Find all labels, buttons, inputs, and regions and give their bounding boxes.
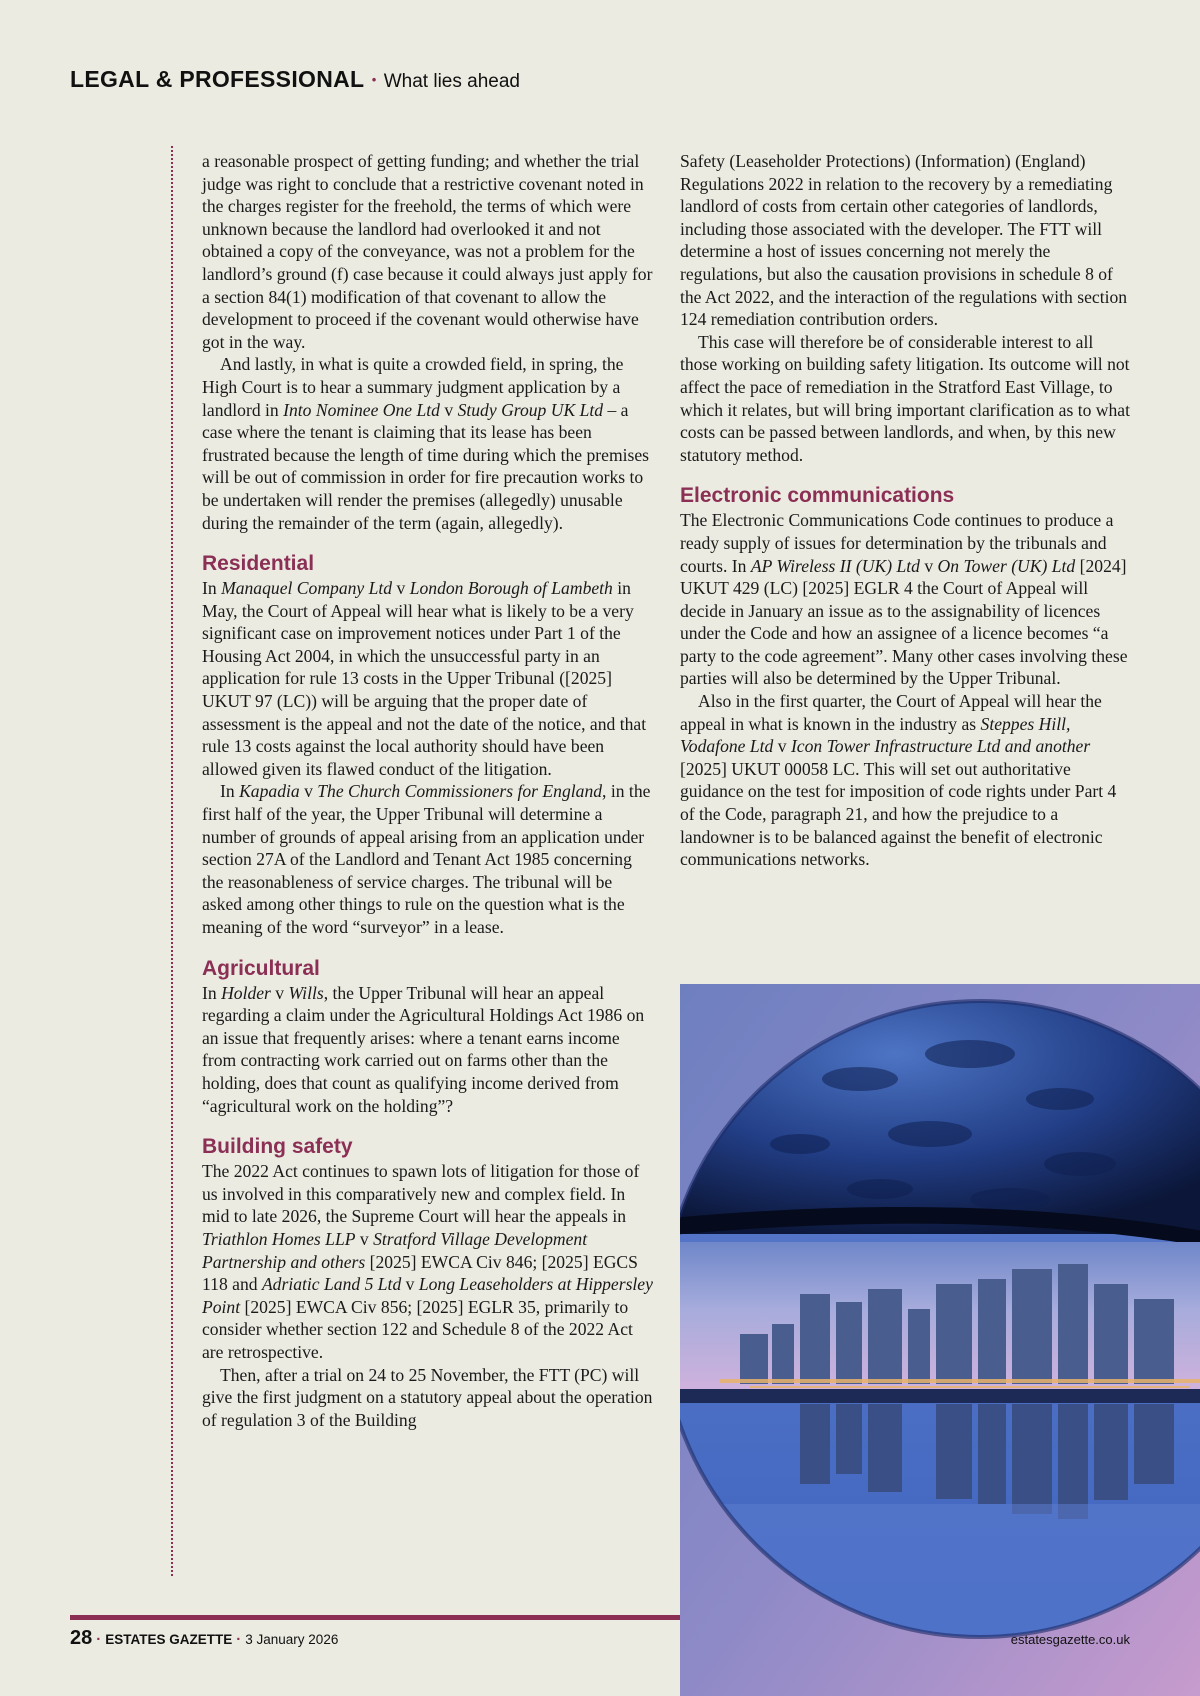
subheading-building-safety: Building safety [202,1135,353,1159]
case-name: Triathlon Homes LLP [202,1228,356,1249]
case-name: Kapadia [239,781,300,802]
article-column-left [202,150,654,1431]
article-column-right [680,150,1132,871]
case-name: Study Group UK Ltd [457,399,604,420]
case-name: Adriatic Land 5 Ltd [261,1274,402,1295]
page-number: 28 [70,1627,93,1649]
paragraph: Then, after a trial on 24 to 25 November, the FTT (PC) will give the first judgment on a statutory appeal about the operation of regulation 3 of the Building [202,1364,653,1430]
case-name: On Tower (UK) Ltd [937,555,1076,576]
case-name: AP Wireless II (UK) Ltd [750,555,920,576]
paragraph: This case will therefore be of considerable interest to all those working on building safety litigation. Its outcome will not affect the pace of remediation in the Stratford East Village, to which it relates, but will bring important clarification as to what costs can be passed between landlords, and when, by this new statutory method. [680,331,1130,465]
issue-date: 3 January 2026 [245,1632,339,1647]
paragraph: In Holder v Wills, the Upper Tribunal will hear an appeal regarding a claim under the Agricultural Holdings Act 1986 on an issue that frequently arises: where a tenant earns income from contracting work carried out on farms other than the holding, does that count as qualifying income derived from “agricultural work on the holding”? [202,982,645,1116]
footer-separator: · [236,1631,242,1648]
subheading-electronic-communications: Electronic communications [680,484,955,508]
publication-name: ESTATES GAZETTE [105,1632,233,1647]
section-subtitle: What lies ahead [383,71,520,92]
case-name: Stratford Village Development Partnership and others [202,1228,588,1272]
case-name: Icon Tower Infrastructure Ltd and another [790,736,1091,757]
subheading-agricultural: Agricultural [202,956,320,980]
footer-separator: · [96,1631,102,1648]
footer-left [70,1627,338,1650]
paragraph: Safety (Leaseholder Protections) (Information) (England) Regulations 2022 in relation to the recovery by a remediating landlord of costs from certain other categories of landlords, including those associated with the developer. The FTT will determine a host of issues concerning not merely the regulations, but also the causation provisions in schedule 8 of the Act 2022, and the interaction of the regulations with section 124 remediation contribution orders. [680,151,1128,330]
website-url: estatesgazette.co.uk [1010,1632,1130,1647]
case-name: Into Nominee One Ltd [283,399,440,420]
case-name: Manaquel Company Ltd [221,578,393,599]
page-header [70,66,520,93]
subheading-residential: Residential [202,552,315,576]
paragraph: In Kapadia v The Church Commissioners for England, in the first half of the year, the Upper Tribunal will determine a number of grounds of appeal arising from an application under section 27A of the Landlord and Tenant Act 1985 concerning the reasonableness of service charges. The tribunal will be asked among other things to rule on the question what is the meaning of the word “surveyor” in a lease. [202,781,651,937]
header-separator: · [370,67,378,92]
lensball-city-photo [680,984,1200,1696]
paragraph: In Manaquel Company Ltd v London Borough of Lambeth in May, the Court of Appeal will hear what is likely to be a very significant case on improvement notices under Part 1 of the Housing Act 2004, in which the unsuccessful party in an application for rule 13 costs in the Upper Tribunal ([2025] UKUT 97 (LC)) will be arguing that the proper date of assessment is the appeal and not the date of the notice, and that rule 13 costs against the local authority should have been allowed given its flawed conduct of the litigation. [202,578,647,779]
paragraph: The 2022 Act continues to spawn lots of litigation for those of us involved in this comparatively new and complex field. In mid to late 2026, the Supreme Court will hear the appeals in Triathlon Homes LLP v Stratford Village Development Partnership and others [2025] EWCA Civ 846; [2025] EGCS 118 and Adriatic Land 5 Ltd v Long Leaseholders at Hippersley Point [2025] EWCA Civ 856; [2025] EGLR 35, primarily to consider whether section 122 and Schedule 8 of the 2022 Act are retrospective. [202,1161,653,1362]
case-name: The Church Commissioners for England [317,781,603,802]
paragraph: The Electronic Communications Code continues to produce a ready supply of issues for determination by the tribunals and courts. In AP Wireless II (UK) Ltd v On Tower (UK) Ltd [2024] UKUT 429 (LC) [2025] EGLR 4 the Court of Appeal will decide in January an issue as to the assignability of licences under the Code and how an assignee of a licence becomes “a party to the code agreement”. Many other cases involving these parties will also be determined by the Upper Tribunal. [680,510,1128,689]
paragraph: a reasonable prospect of getting funding; and whether the trial judge was right to conclude that a restrictive covenant noted in the charges register for the freehold, the terms of which were unknown because the landlord had overlooked it and not obtained a copy of the conveyance, was not a problem for the landlord’s ground (f) case because it could always just apply for a section 84(1) modification of that covenant to allow the development to proceed if the covenant would otherwise have got in the way. [202,151,653,352]
case-name: Long Leaseholders at Hippersley Point [202,1274,653,1317]
case-name: Wills [288,982,324,1003]
section-title: LEGAL & PROFESSIONAL [70,66,365,92]
case-name: Steppes Hill, Vodafone Ltd [680,713,1071,757]
footer-rule [70,1615,680,1620]
paragraph: And lastly, in what is quite a crowded field, in spring, the High Court is to hear a summary judgment application by a landlord in Into Nominee One Ltd v Study Group UK Ltd – a case where the tenant is claiming that its lease has been frustrated because the length of time during which the premises will be out of commission in order for fire precaution works to be undertaken will render the premises (allegedly) unusable during the remainder of the term (again, allegedly). [202,354,650,533]
column-divider-dotted [171,146,173,1576]
case-name: London Borough of Lambeth [409,578,613,599]
case-name: Holder [221,982,271,1003]
paragraph: Also in the first quarter, the Court of Appeal will hear the appeal in what is known in the industry as Steppes Hill, Vodafone Ltd v Icon Tower Infrastructure Ltd and another [2025] UKUT 00058 LC. This will set out authoritative guidance on the test for imposition of code rights under Part 4 of the Code, paragraph 21, and how the prejudice to a landowner is to be balanced against the benefit of electronic communications networks. [680,691,1117,870]
